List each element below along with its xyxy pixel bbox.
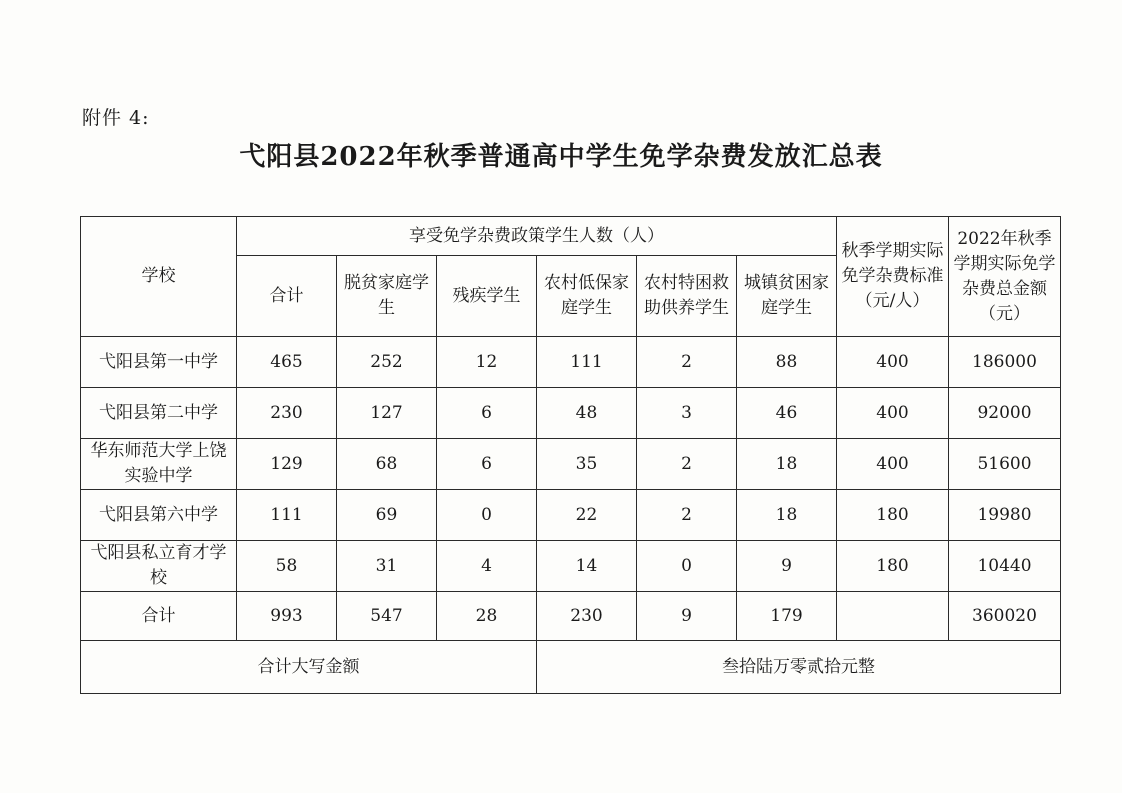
cell-standard: 400 — [837, 337, 949, 388]
cell-amount: 19980 — [949, 490, 1061, 541]
cell-urban-poor: 9 — [737, 541, 837, 592]
cell-total: 58 — [237, 541, 337, 592]
cell-total: 129 — [237, 439, 337, 490]
table-row — [81, 541, 1061, 592]
cell-poor-family: 68 — [337, 439, 437, 490]
cell-rural-low-income: 22 — [537, 490, 637, 541]
cell-school: 弋阳县第六中学 — [81, 490, 237, 541]
totals-amount: 360020 — [949, 592, 1061, 641]
cell-urban-poor: 18 — [737, 439, 837, 490]
cell-urban-poor: 18 — [737, 490, 837, 541]
cell-rural-low-income: 48 — [537, 388, 637, 439]
cell-amount: 51600 — [949, 439, 1061, 490]
header-student-count-group: 享受免学杂费政策学生人数（人） — [237, 217, 837, 256]
amount-in-words-label: 合计大写金额 — [81, 641, 537, 694]
totals-urban-poor: 179 — [737, 592, 837, 641]
totals-rural-special-support: 9 — [637, 592, 737, 641]
cell-amount: 10440 — [949, 541, 1061, 592]
totals-row — [81, 592, 1061, 641]
table-row — [81, 439, 1061, 490]
cell-standard: 180 — [837, 541, 949, 592]
header-school: 学校 — [81, 217, 237, 337]
totals-total: 993 — [237, 592, 337, 641]
cell-disabled: 0 — [437, 490, 537, 541]
cell-rural-low-income: 35 — [537, 439, 637, 490]
cell-total: 230 — [237, 388, 337, 439]
cell-urban-poor: 46 — [737, 388, 837, 439]
header-poor-family: 脱贫家庭学生 — [337, 256, 437, 337]
cell-poor-family: 31 — [337, 541, 437, 592]
cell-disabled: 12 — [437, 337, 537, 388]
cell-total: 465 — [237, 337, 337, 388]
cell-school: 华东师范大学上饶实验中学 — [81, 439, 237, 490]
table-row — [81, 490, 1061, 541]
header-rural-special-support: 农村特困救助供养学生 — [637, 256, 737, 337]
totals-disabled: 28 — [437, 592, 537, 641]
table-row — [81, 388, 1061, 439]
cell-standard: 400 — [837, 439, 949, 490]
table-row — [81, 337, 1061, 388]
totals-rural-low-income: 230 — [537, 592, 637, 641]
cell-rural-special-support: 2 — [637, 490, 737, 541]
summary-table — [80, 216, 1061, 694]
cell-rural-low-income: 14 — [537, 541, 637, 592]
amount-in-words-row — [81, 641, 1061, 694]
totals-poor-family: 547 — [337, 592, 437, 641]
cell-rural-special-support: 0 — [637, 541, 737, 592]
cell-standard: 180 — [837, 490, 949, 541]
cell-rural-low-income: 111 — [537, 337, 637, 388]
cell-disabled: 4 — [437, 541, 537, 592]
header-row-top — [81, 217, 1061, 256]
header-disabled: 残疾学生 — [437, 256, 537, 337]
cell-disabled: 6 — [437, 388, 537, 439]
page-title: 弋阳县2022年秋季普通高中学生免学杂费发放汇总表 — [239, 142, 883, 172]
cell-school: 弋阳县第一中学 — [81, 337, 237, 388]
cell-urban-poor: 88 — [737, 337, 837, 388]
cell-amount: 186000 — [949, 337, 1061, 388]
header-amount: 2022年秋季学期实际免学杂费总金额（元） — [949, 217, 1061, 337]
header-standard: 秋季学期实际免学杂费标准（元/人） — [837, 217, 949, 337]
cell-disabled: 6 — [437, 439, 537, 490]
cell-amount: 92000 — [949, 388, 1061, 439]
header-total: 合计 — [237, 256, 337, 337]
cell-standard: 400 — [837, 388, 949, 439]
cell-poor-family: 69 — [337, 490, 437, 541]
cell-rural-special-support: 2 — [637, 439, 737, 490]
cell-school: 弋阳县第二中学 — [81, 388, 237, 439]
amount-in-words-value: 叁拾陆万零贰拾元整 — [537, 641, 1061, 694]
header-urban-poor: 城镇贫困家庭学生 — [737, 256, 837, 337]
attachment-label: 附件 4: — [82, 107, 150, 129]
totals-standard — [837, 592, 949, 641]
totals-label: 合计 — [81, 592, 237, 641]
cell-poor-family: 252 — [337, 337, 437, 388]
cell-rural-special-support: 3 — [637, 388, 737, 439]
cell-rural-special-support: 2 — [637, 337, 737, 388]
cell-total: 111 — [237, 490, 337, 541]
cell-poor-family: 127 — [337, 388, 437, 439]
cell-school: 弋阳县私立育才学校 — [81, 541, 237, 592]
header-rural-low-income: 农村低保家庭学生 — [537, 256, 637, 337]
